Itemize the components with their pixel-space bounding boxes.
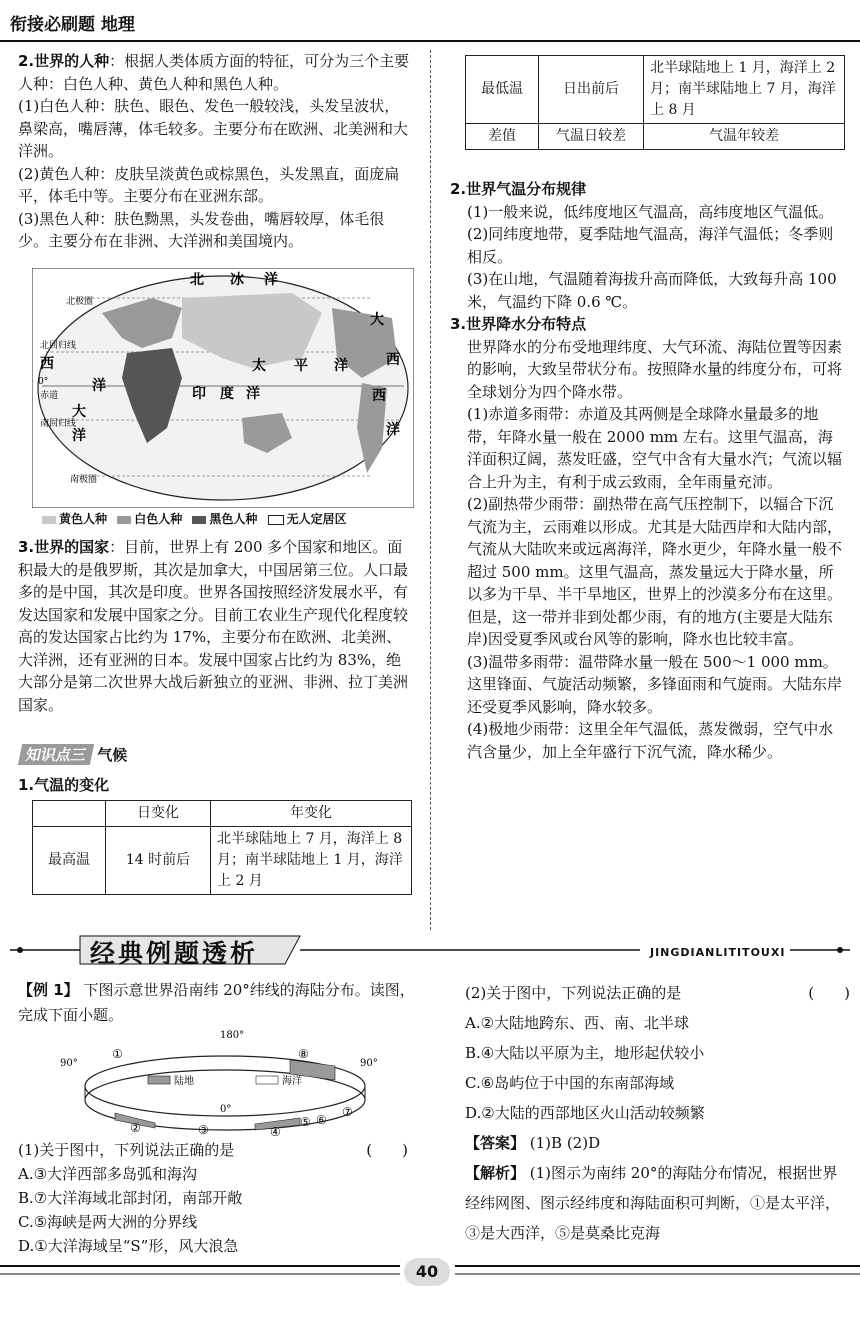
q1-text: (1)关于图中，下列说法正确的是 — [18, 1141, 235, 1159]
map-label-arctic-3: 洋 — [264, 272, 278, 288]
map-label-tropic-cancer: 北回归线 — [40, 341, 77, 351]
race-section — [18, 50, 414, 95]
example-tag: 【例 1】 — [18, 981, 79, 999]
question-1 — [18, 1138, 418, 1258]
diagram-n1: ① — [112, 1047, 123, 1061]
knowledge-point-heading — [20, 744, 127, 765]
countries-text: ：目前，世界上有 200 多个国家和地区。面积最大的是俄罗斯，其次是加拿大，中国居第三位。人口最多的是中国，其次是印度。世界各国按照经济发展水平，有发达国家和发展中国家之分。目前工农业生产现代化程度较高的发达国家占比约为 17%，主要分布在欧洲、北美洲、大洋洲，还有亚洲的日本。发展中国家占比约为 83%，绝大部分是第二次世界大战后新独立的亚洲、非洲、拉丁美洲国家。 — [18, 538, 409, 714]
q1-option-a: A.③大洋西部多岛弧和海沟 — [18, 1165, 198, 1183]
q2-stem — [465, 978, 850, 1008]
temperature-table-continued — [465, 55, 845, 150]
column-divider — [430, 50, 431, 930]
table-cell: 最高温 — [33, 827, 106, 895]
diagram-n8: ⑧ — [298, 1047, 309, 1061]
answer-tag: 【答案】 — [465, 1134, 526, 1152]
map-label-equator: 赤道 — [40, 391, 59, 401]
legend-white-swatch — [117, 516, 131, 524]
example-stem — [18, 978, 418, 1028]
precipitation-polar: (4)极地少雨带：这里全年气温低，蒸发微弱，空气中水汽含量少，加上全年盛行下沉气流，降水稀少。 — [467, 720, 834, 761]
precipitation-equatorial: (1)赤道多雨带：赤道及其两侧是全球降水量最多的地带，年降水量一般在 2000 mm 左右。这里气温高，海洋面积辽阔，蒸发旺盛，空气中含有大量水汽；气流以辐合上升为主，有利于成云致雨，全年雨量充沛。 — [467, 405, 843, 491]
map-label-indian-1: 印 — [192, 386, 206, 402]
diagram-n4: ④ — [270, 1125, 281, 1136]
temperature-change — [18, 774, 414, 797]
temperature-distribution-p3: (3)在山地，气温随着海拔升高而降低，大致每升高 100 米，气温约下降 0.6 ℃。 — [467, 270, 837, 311]
diagram-90-left: 90° — [60, 1058, 78, 1069]
q2-option-b: B.④大陆以平原为主，地形起伏较小 — [465, 1044, 705, 1062]
q2-text: (2)关于图中，下列说法正确的是 — [465, 984, 682, 1002]
diagram-180: 180° — [220, 1030, 245, 1041]
table-cell: 北半球陆地上 1 月，海洋上 2 月；南半球陆地上 7 月，海洋上 8 月 — [644, 56, 845, 124]
map-label-atlantic-yang: 洋 — [386, 422, 400, 438]
q1-option-d: D.①大洋海域呈“S”形，风大浪急 — [18, 1237, 239, 1255]
temperature-change-title: 1.气温的变化 — [18, 776, 110, 794]
table-cell: 差值 — [466, 124, 539, 150]
legend-black-swatch — [192, 516, 206, 524]
map-label-arctic-circle: 北极圈 — [66, 297, 94, 307]
analysis-text: (1)图示为南纬 20°的海陆分布情况，根据世界经纬网图、图示经纬度和海陆面积可判断，①是太平洋，③是大西洋，⑤是莫桑比克海 — [465, 1164, 841, 1242]
world-race-map — [32, 268, 414, 508]
banner-pinyin: JINGDIANLITITOUXI — [650, 946, 786, 959]
table-cell: 最低温 — [466, 56, 539, 124]
legend-white: 白色人种 — [134, 512, 183, 526]
left-column — [18, 50, 414, 253]
race-black: (3)黑色人种：肤色黝黑，头发卷曲，嘴唇较厚，体毛很少。主要分布在非洲、大洋洲和美国境内。 — [18, 209, 385, 250]
map-label-arctic-1: 北 — [190, 272, 204, 288]
precipitation-title: 3.世界降水分布特点 — [450, 315, 587, 333]
diagram-land: 陆地 — [174, 1076, 194, 1087]
q2-option-d: D.②大陆的西部地区火山活动较频繁 — [465, 1104, 705, 1122]
map-legend — [36, 510, 347, 527]
map-label-pacific-3: 洋 — [334, 358, 348, 374]
page-number: 40 — [404, 1258, 450, 1286]
header-rule — [0, 40, 860, 42]
countries-section — [18, 536, 414, 716]
diagram-ocean: 海洋 — [282, 1076, 302, 1087]
analysis — [465, 1158, 850, 1248]
q1-option-b: B.⑦大洋海域北部封闭，南部开敞 — [18, 1189, 243, 1207]
race-intro: ：根据人类体质方面的特征，可分为三个主要人种：白色人种、黄色人种和黑色人种。 — [18, 52, 410, 93]
temperature-distribution-p2: (2)同纬度地带，夏季陆地气温高，海洋气温低；冬季则相反。 — [467, 225, 834, 266]
race-white: (1)白色人种：肤色、眼色、发色一般较浅，头发呈波状，鼻梁高，嘴唇薄，体毛较多。主要分布在欧洲、北美洲和大洋洲。 — [18, 97, 409, 160]
banner-title: 经典例题透析 — [90, 939, 259, 968]
map-label-arctic-2: 冰 — [230, 272, 244, 288]
analysis-tag: 【解析】 — [465, 1164, 526, 1182]
knowledge-point-title: 气候 — [97, 746, 128, 764]
diagram-0: 0° — [220, 1104, 232, 1115]
q2-answer-blank: ( ) — [808, 984, 850, 1002]
diagram-n6: ⑥ — [316, 1113, 327, 1127]
map-label-pacific-1: 太 — [252, 358, 266, 374]
table-row — [33, 801, 412, 827]
example-right — [465, 978, 850, 1248]
map-label-right-xi: 西 — [372, 388, 386, 404]
map-label-left-yang: 洋 — [72, 428, 86, 444]
table-row — [33, 827, 412, 895]
map-label-tropic-capricorn: 南回归线 — [40, 419, 77, 429]
map-label-atlantic-xi2: 西 — [386, 352, 400, 368]
right-column — [450, 178, 845, 763]
precipitation-subtropical: (2)副热带少雨带：副热带在高气压控制下，以辐合下沉气流为主，云雨难以形成。尤其是大陆西岸和大陆内部，气流从大陆吹来或远离海洋，降水更少，年降水量一般不超过 500 mm。这里气温高，蒸发量远大于降水量，所以多为干旱、半干旱地区，世界上的沙漠多分布在这里。但是，这一带并非到处都少雨，有的地方(主要是大陆东岸)因受夏季风或台风等的影响，降水也比较丰富。 — [467, 495, 843, 648]
q1-answer-blank: ( ) — [366, 1141, 408, 1159]
diagram-n5: ⑤ — [300, 1115, 311, 1129]
map-label-pacific-da: 大 — [370, 312, 384, 328]
knowledge-point-badge: 知识点三 — [18, 744, 94, 765]
q1-stem — [18, 1138, 418, 1162]
precipitation-intro: 世界降水的分布受地理纬度、大气环流、海陆位置等因素的影响，大致呈带状分布。按照降水量的纬度分布，可将全球划分为四个降水带。 — [467, 337, 843, 401]
map-label-pacific-2: 平 — [294, 358, 308, 374]
diagram-n7: ⑦ — [342, 1105, 353, 1119]
diagram-90-right: 90° — [360, 1058, 378, 1069]
table-cell: 北半球陆地上 7 月，海洋上 8 月；南半球陆地上 1 月，海洋上 2 月 — [211, 827, 412, 895]
map-label-equator-deg: 0° — [38, 377, 49, 387]
legend-yellow: 黄色人种 — [59, 512, 108, 526]
precipitation-temperate: (3)温带多雨带：温带降水量一般在 500～1 000 mm。这里锋面、气旋活动频繁，多锋面雨和气旋雨。大陆东岸还受夏季风影响，降水较多。 — [467, 652, 843, 716]
answer-text: (1)B (2)D — [525, 1134, 601, 1152]
example-stem-text: 下图示意世界沿南纬 20°纬线的海陆分布。读图，完成下面小题。 — [18, 981, 415, 1024]
table-cell: 气温日较差 — [539, 124, 644, 150]
diagram-n2: ② — [130, 1121, 141, 1135]
q2-option-c: C.⑥岛屿位于中国的东南部海域 — [465, 1074, 675, 1092]
q2-option-a: A.②大陆地跨东、西、南、北半球 — [465, 1014, 690, 1032]
table-row — [466, 124, 845, 150]
table-cell: 14 时前后 — [106, 827, 211, 895]
table-header: 日变化 — [106, 801, 211, 827]
map-label-left-da: 大 — [72, 404, 86, 420]
q1-option-c: C.⑤海峡是两大洲的分界线 — [18, 1213, 198, 1231]
table-header: 年变化 — [211, 801, 412, 827]
map-label-indian-2: 度 — [220, 386, 234, 402]
legend-black: 黑色人种 — [209, 512, 258, 526]
legend-yellow-swatch — [42, 516, 56, 524]
race-yellow: (2)黄色人种：皮肤呈淡黄色或棕黑色，头发黑直，面庞扁平，体毛中等。主要分布在亚洲东部。 — [18, 164, 400, 205]
diagram-n3: ③ — [198, 1123, 209, 1136]
example-left — [18, 978, 418, 1028]
table-cell: 日出前后 — [539, 56, 644, 124]
countries-title: 3.世界的国家 — [18, 538, 110, 556]
map-label-indian-3: 洋 — [246, 386, 260, 402]
table-row — [466, 56, 845, 124]
answer — [465, 1128, 850, 1158]
temperature-distribution-title: 2.世界气温分布规律 — [450, 180, 587, 198]
legend-empty-swatch — [268, 515, 284, 525]
temperature-table-top — [32, 800, 412, 895]
legend-empty: 无人定居区 — [286, 512, 347, 526]
map-label-antarctic-circle: 南极圈 — [70, 475, 98, 485]
temperature-distribution-p1: (1)一般来说，低纬度地区气温高，高纬度地区气温低。 — [467, 202, 834, 221]
map-label-left-yang2: 洋 — [92, 378, 106, 394]
table-cell: 气温年较差 — [644, 124, 845, 150]
page-header: 衔接必刷题 地理 — [10, 15, 135, 35]
latitude-diagram — [60, 1028, 390, 1136]
map-label-atlantic-xi: 西 — [40, 356, 54, 372]
race-title: 2.世界的人种 — [18, 52, 110, 70]
